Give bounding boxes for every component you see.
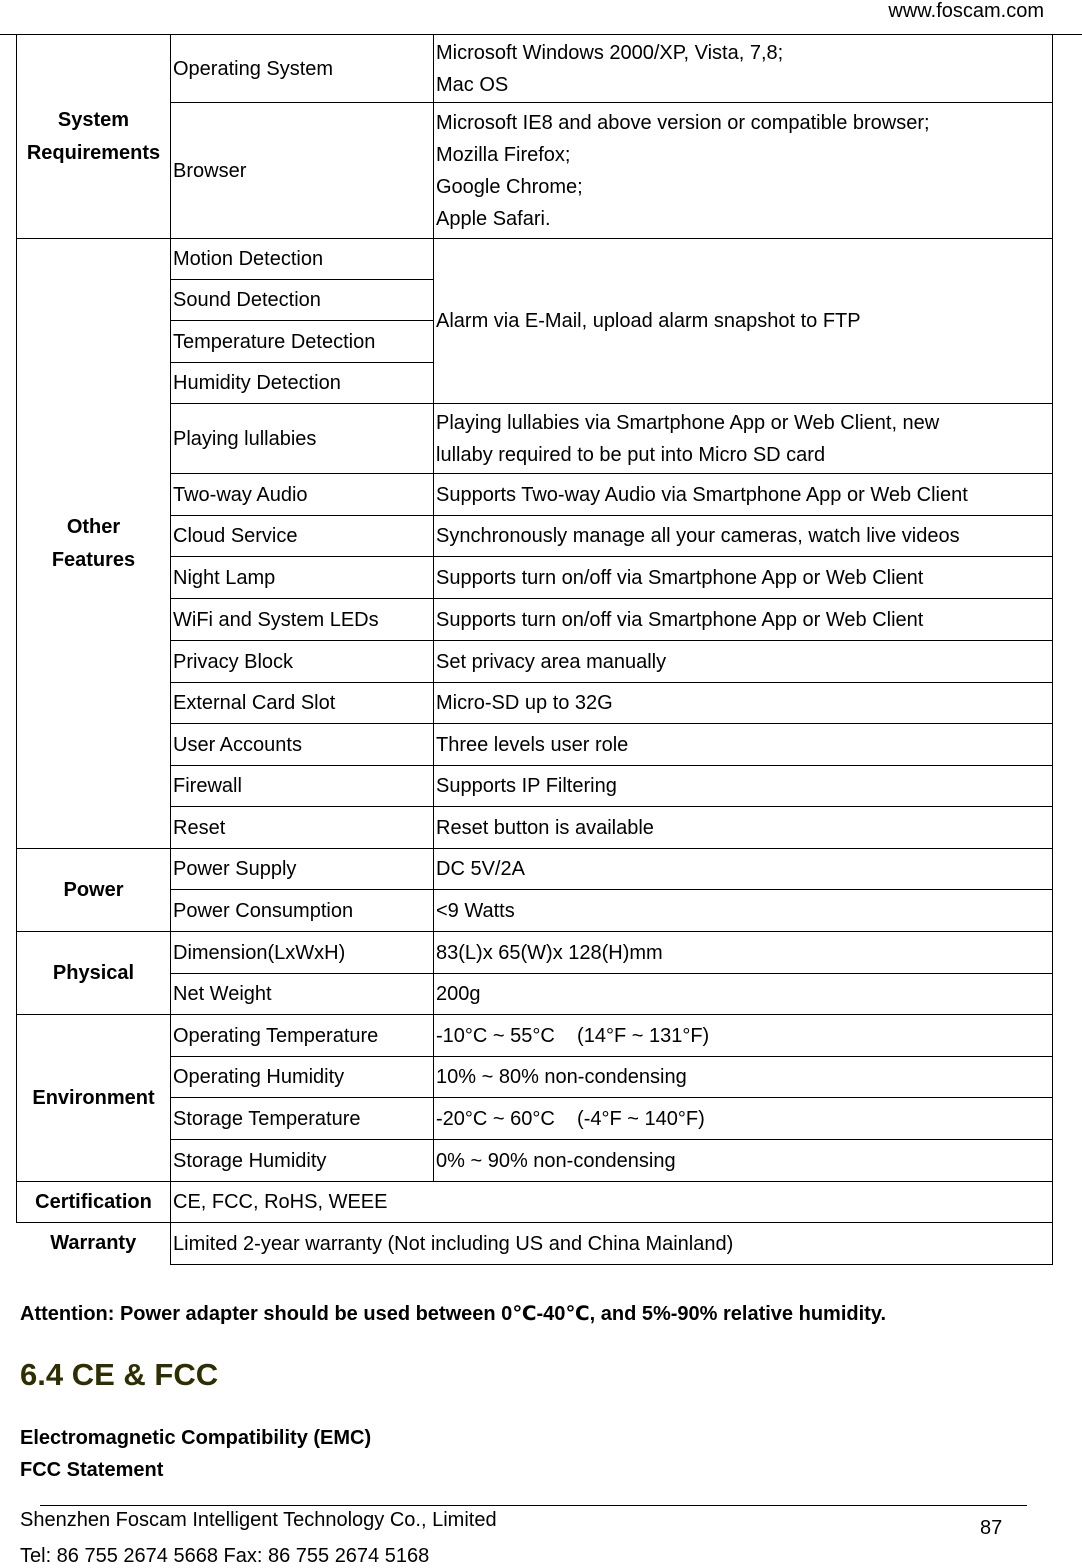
spec-value: 10% ~ 80% non-condensing bbox=[434, 1057, 1053, 1098]
category-line: Other bbox=[66, 515, 121, 538]
value-line: Playing lullabies via Smartphone App or Web Client, new bbox=[436, 411, 940, 434]
table-row bbox=[17, 890, 1053, 932]
table-row bbox=[17, 1140, 1053, 1182]
table-row bbox=[17, 1098, 1053, 1140]
specifications-table bbox=[16, 34, 1053, 1265]
spec-label: Operating Humidity bbox=[171, 1057, 434, 1098]
table-row bbox=[17, 932, 1053, 974]
emc-heading: Electromagnetic Compatibility (EMC) bbox=[20, 1427, 372, 1449]
table-row bbox=[17, 683, 1053, 724]
spec-value: Synchronously manage all your cameras, watch live videos bbox=[434, 516, 1053, 557]
value-line: Mozilla Firefox; bbox=[436, 143, 571, 166]
table-row bbox=[17, 807, 1053, 849]
footer-company-name: Shenzhen Foscam Intelligent Technology Co., Limited bbox=[20, 1509, 497, 1531]
spec-label: Storage Humidity bbox=[171, 1140, 434, 1182]
spec-value: <9 Watts bbox=[434, 890, 1053, 932]
spec-label: Temperature Detection bbox=[171, 321, 434, 363]
table-row bbox=[17, 1223, 1053, 1265]
spec-value: Supports IP Filtering bbox=[434, 766, 1053, 807]
table-row bbox=[17, 557, 1053, 599]
certification-value: CE, FCC, RoHS, WEEE bbox=[171, 1182, 1053, 1223]
table-row bbox=[17, 1057, 1053, 1098]
spec-label: User Accounts bbox=[171, 724, 434, 766]
category-power: Power bbox=[17, 849, 171, 932]
table-row bbox=[17, 974, 1053, 1015]
category-other-features bbox=[17, 239, 171, 849]
spec-value: 83(L)x 65(W)x 128(H)mm bbox=[434, 932, 1053, 974]
spec-label: Power Consumption bbox=[171, 890, 434, 932]
value-line: Google Chrome; bbox=[436, 175, 583, 198]
value-line: Mac OS bbox=[436, 73, 509, 96]
category-environment: Environment bbox=[17, 1015, 171, 1182]
section-title: 6.4 CE & FCC bbox=[20, 1357, 219, 1392]
spec-label: Browser bbox=[171, 103, 434, 239]
spec-value: Reset button is available bbox=[434, 807, 1053, 849]
header-website-url: www.foscam.com bbox=[888, 0, 1044, 22]
table-row bbox=[17, 516, 1053, 557]
spec-value: Supports turn on/off via Smartphone App or Web Client bbox=[434, 599, 1053, 641]
table-row bbox=[17, 641, 1053, 683]
spec-value bbox=[434, 103, 1053, 239]
table-row bbox=[17, 849, 1053, 890]
warranty-value: Limited 2-year warranty (Not including US and China Mainland) bbox=[171, 1223, 1053, 1265]
category-line: Features bbox=[51, 548, 136, 571]
spec-label: Playing lullabies bbox=[171, 404, 434, 474]
value-line: Microsoft Windows 2000/XP, Vista, 7,8; bbox=[436, 41, 784, 64]
spec-label: Two-way Audio bbox=[171, 474, 434, 516]
table-row bbox=[17, 1182, 1053, 1223]
spec-value bbox=[434, 35, 1053, 103]
table-row bbox=[17, 103, 1053, 239]
category-physical: Physical bbox=[17, 932, 171, 1015]
fcc-statement-heading: FCC Statement bbox=[20, 1459, 164, 1481]
spec-label: Night Lamp bbox=[171, 557, 434, 599]
spec-label: Dimension(LxWxH) bbox=[171, 932, 434, 974]
spec-label: Reset bbox=[171, 807, 434, 849]
category-certification: Certification bbox=[17, 1182, 171, 1223]
spec-value: Micro-SD up to 32G bbox=[434, 683, 1053, 724]
spec-label: Net Weight bbox=[171, 974, 434, 1015]
spec-label: Firewall bbox=[171, 766, 434, 807]
spec-label: Motion Detection bbox=[171, 239, 434, 280]
spec-value: Set privacy area manually bbox=[434, 641, 1053, 683]
spec-value bbox=[434, 404, 1053, 474]
spec-label: Operating Temperature bbox=[171, 1015, 434, 1057]
spec-label: Cloud Service bbox=[171, 516, 434, 557]
spec-label: Privacy Block bbox=[171, 641, 434, 683]
category-warranty: Warranty bbox=[17, 1223, 171, 1265]
page-number: 87 bbox=[980, 1517, 1003, 1539]
spec-value: Supports turn on/off via Smartphone App or Web Client bbox=[434, 557, 1053, 599]
spec-value: DC 5V/2A bbox=[434, 849, 1053, 890]
table-row bbox=[17, 474, 1053, 516]
spec-value: -20°C ~ 60°C (-4°F ~ 140°F) bbox=[434, 1098, 1053, 1140]
spec-label: Storage Temperature bbox=[171, 1098, 434, 1140]
category-system-requirements: System Requirements bbox=[17, 35, 171, 239]
table-row bbox=[17, 766, 1053, 807]
value-line: Microsoft IE8 and above version or compatible browser; bbox=[436, 111, 930, 134]
spec-label: WiFi and System LEDs bbox=[171, 599, 434, 641]
table-row bbox=[17, 724, 1053, 766]
table-row bbox=[17, 35, 1053, 103]
table-row bbox=[17, 404, 1053, 474]
value-line: lullaby required to be put into Micro SD card bbox=[436, 443, 826, 466]
spec-value: Three levels user role bbox=[434, 724, 1053, 766]
spec-label: Operating System bbox=[171, 35, 434, 103]
spec-label: Power Supply bbox=[171, 849, 434, 890]
spec-label: Humidity Detection bbox=[171, 363, 434, 404]
detection-alarm-value: Alarm via E-Mail, upload alarm snapshot to FTP bbox=[434, 239, 1053, 404]
spec-value: -10°C ~ 55°C (14°F ~ 131°F) bbox=[434, 1015, 1053, 1057]
spec-value: 0% ~ 90% non-condensing bbox=[434, 1140, 1053, 1182]
spec-label: Sound Detection bbox=[171, 280, 434, 321]
table-row bbox=[17, 1015, 1053, 1057]
footer-rule bbox=[40, 1505, 1027, 1506]
power-adapter-attention-note: Attention: Power adapter should be used between 0℃-40℃, and 5%-90% relative humidity. bbox=[20, 1303, 887, 1325]
spec-value: 200g bbox=[434, 974, 1053, 1015]
footer-contact-info: Tel: 86 755 2674 5668 Fax: 86 755 2674 5168 bbox=[20, 1545, 430, 1567]
spec-value: Supports Two-way Audio via Smartphone App or Web Client bbox=[434, 474, 1053, 516]
spec-label: External Card Slot bbox=[171, 683, 434, 724]
table-row bbox=[17, 239, 1053, 280]
value-line: Apple Safari. bbox=[436, 207, 551, 230]
table-row bbox=[17, 599, 1053, 641]
